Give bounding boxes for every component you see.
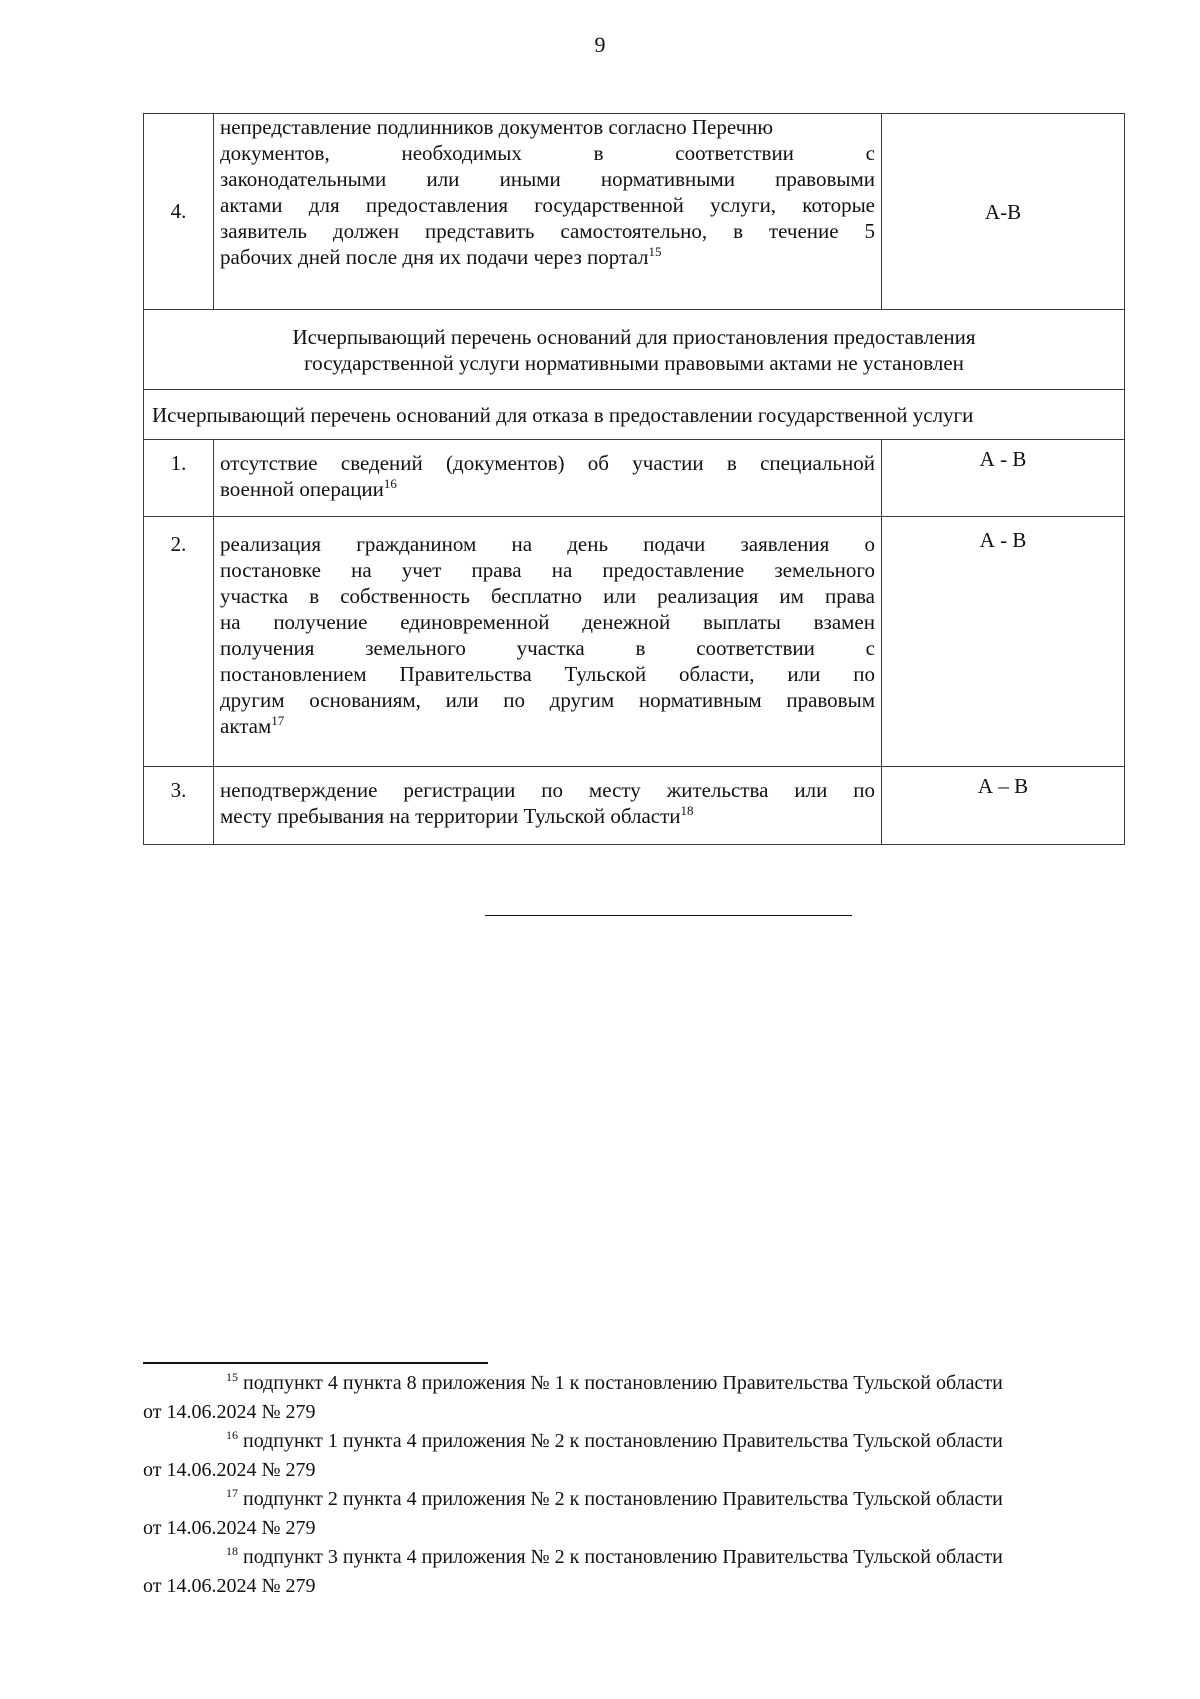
footnote-ref: 16 <box>383 476 397 491</box>
footnote-date: от 14.06.2024 № 279 <box>143 1517 316 1539</box>
description-line: законодательными или иными нормативными правовыми <box>220 167 875 191</box>
section-header-row <box>144 310 1125 390</box>
description-line: отсутствие сведений (документов) об участии в специальной <box>220 451 875 475</box>
row-number: 3. <box>144 767 214 845</box>
footnote-ref: 18 <box>680 803 694 818</box>
footnote-mark: 16 <box>226 1428 238 1442</box>
footnote-line <box>143 1543 1128 1572</box>
row-description <box>214 767 882 845</box>
description-line: постановке на учет права на предоставление земельного <box>220 558 875 582</box>
footnote <box>143 1485 1128 1543</box>
footnotes <box>143 1369 1128 1601</box>
footnote <box>143 1543 1128 1601</box>
description-line: другим основаниям, или по другим нормативным правовым <box>220 688 875 712</box>
suspension-header <box>144 310 1125 390</box>
footnote-date: от 14.06.2024 № 279 <box>143 1459 316 1481</box>
footnote-mark: 15 <box>226 1370 238 1384</box>
description-line-last <box>220 476 875 502</box>
footnote-line <box>143 1369 1128 1398</box>
table-row <box>144 517 1125 767</box>
footnote-text: подпункт 4 пункта 8 приложения № 1 к постановлению Правительства Тульской области <box>243 1372 1003 1394</box>
page-number: 9 <box>594 32 606 57</box>
description-line: неподтверждение регистрации по месту жительства или по <box>220 778 875 802</box>
row-number: 4. <box>144 114 214 310</box>
description-text: месту пребывания на территории Тульской области <box>220 804 681 828</box>
table-row <box>144 767 1125 845</box>
description-line: актами для предоставления государственной услуги, которые <box>220 193 875 217</box>
footnote-line <box>143 1427 1128 1456</box>
footnote-rule <box>143 1362 488 1364</box>
section-header-row <box>144 390 1125 440</box>
row-description <box>214 114 882 310</box>
suspension-header-line: Исчерпывающий перечень оснований для приостановления предоставления <box>292 324 976 349</box>
description-line: получения земельного участка в соответствии с <box>220 636 875 660</box>
suspension-header-line: государственной услуги нормативными правовыми актами не установлен <box>304 350 964 375</box>
recipient-codes: А - В <box>882 440 1125 517</box>
footnote-mark: 17 <box>226 1486 238 1500</box>
description-text: военной операции <box>220 477 384 501</box>
description-line-last <box>220 244 875 270</box>
footnote-ref: 15 <box>648 244 662 259</box>
table-row <box>144 440 1125 517</box>
description-line: участка в собственность бесплатно или реализация им права <box>220 584 875 608</box>
footnote-text: подпункт 1 пункта 4 приложения № 2 к постановлению Правительства Тульской области <box>243 1430 1003 1452</box>
row-number: 2. <box>144 517 214 767</box>
table-row <box>144 114 1125 310</box>
recipient-codes: А – В <box>882 767 1125 845</box>
description-line: документов, необходимых в соответствии с <box>220 141 875 165</box>
description-line: непредставление подлинников документов согласно Перечню <box>220 115 774 139</box>
description-line: на получение единовременной денежной выплаты взамен <box>220 610 875 634</box>
row-description <box>214 440 882 517</box>
description-line-last <box>220 713 875 739</box>
footnote <box>143 1427 1128 1485</box>
footnote-date: от 14.06.2024 № 279 <box>143 1401 316 1423</box>
description-text: рабочих дней после дня их подачи через портал <box>220 245 649 269</box>
footnote-text: подпункт 3 пункта 4 приложения № 2 к постановлению Правительства Тульской области <box>243 1546 1003 1568</box>
footnote-text: подпункт 2 пункта 4 приложения № 2 к постановлению Правительства Тульской области <box>243 1488 1003 1510</box>
grounds-table <box>143 113 1125 845</box>
footnote-line <box>143 1485 1128 1514</box>
footnote-ref: 17 <box>271 713 285 728</box>
description-line-last <box>220 803 875 829</box>
description-line: заявитель должен представить самостоятельно, в течение 5 <box>220 219 875 243</box>
footnote-mark: 18 <box>226 1544 238 1558</box>
recipient-codes: А-В <box>882 114 1125 310</box>
description-text: актам <box>220 714 272 738</box>
footnote <box>143 1369 1128 1427</box>
refusal-header: Исчерпывающий перечень оснований для отказа в предоставлении государственной услуги <box>144 390 1125 440</box>
end-separator <box>485 915 852 916</box>
description-line: постановлением Правительства Тульской области, или по <box>220 662 875 686</box>
footnote-date: от 14.06.2024 № 279 <box>143 1575 316 1597</box>
recipient-codes: А - В <box>882 517 1125 767</box>
description-line: реализация гражданином на день подачи заявления о <box>220 532 875 556</box>
row-description <box>214 517 882 767</box>
row-number: 1. <box>144 440 214 517</box>
